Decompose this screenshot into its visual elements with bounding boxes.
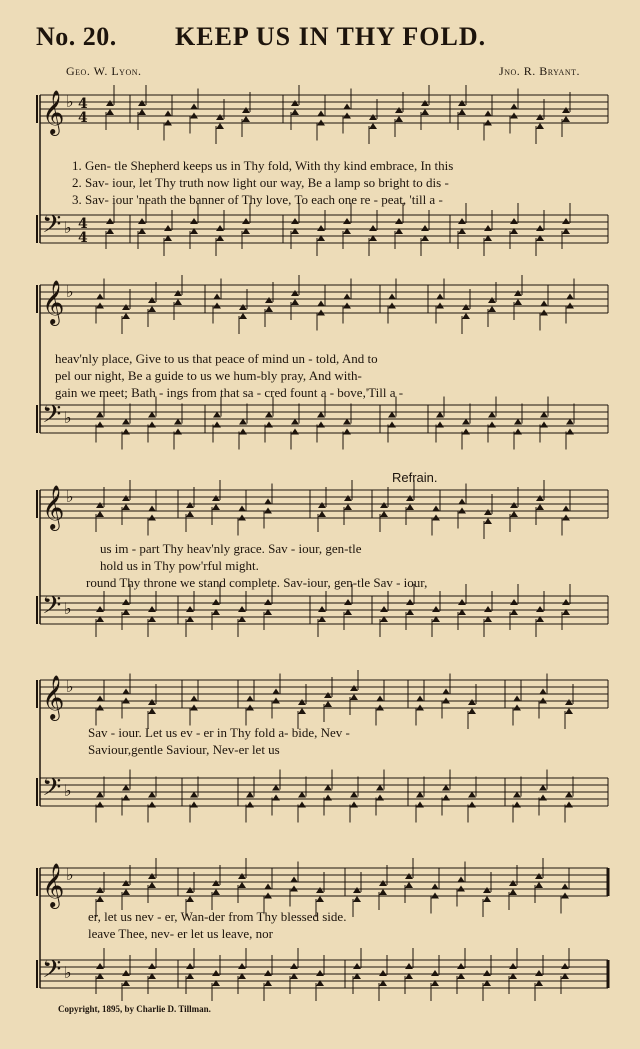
shape-note-head xyxy=(458,100,466,106)
shape-note-head xyxy=(316,896,324,902)
shape-note-head xyxy=(468,699,476,705)
shape-note-head xyxy=(238,873,246,879)
shape-note-head xyxy=(190,802,198,808)
shape-note-head xyxy=(318,502,326,508)
shape-note-head xyxy=(458,599,466,605)
shape-note-head xyxy=(406,504,414,510)
shape-note-head xyxy=(457,877,465,883)
shape-note-head xyxy=(405,963,413,969)
author-credit: Jno. R. Bryant. xyxy=(499,64,580,78)
shape-note-head xyxy=(431,970,439,976)
shape-note-head xyxy=(216,123,224,129)
shape-note-head xyxy=(483,887,491,893)
shape-note-head xyxy=(216,114,224,120)
lyric-line: Sav - iour. Let us ev - er in Thy fold a- bide, Nev - xyxy=(88,725,350,740)
shape-note-head xyxy=(148,506,156,512)
treble-clef: 𝄞 xyxy=(42,675,65,719)
shape-note-head xyxy=(514,290,522,296)
shape-note-head xyxy=(395,116,403,122)
shape-note-head xyxy=(514,299,522,305)
copyright-notice: Copyright, 1895, by Charlie D. Tillman. xyxy=(58,1004,211,1014)
shape-note-head xyxy=(212,880,220,886)
shape-note-head xyxy=(380,502,388,508)
shape-note-head xyxy=(421,109,429,115)
shape-note-head xyxy=(317,301,325,307)
shape-note-head xyxy=(462,429,470,435)
bass-clef: 𝄢 xyxy=(42,400,62,435)
shape-note-head xyxy=(138,218,146,224)
shape-note-head xyxy=(432,606,440,612)
shape-note-head xyxy=(122,795,130,801)
shape-note-head xyxy=(174,290,182,296)
shape-note-head xyxy=(242,218,250,224)
shape-note-head xyxy=(324,701,332,707)
lyric-line: er, let us nev - er, Wan-der from Thy blessed side. xyxy=(88,909,347,924)
shape-note-head xyxy=(536,114,544,120)
shape-note-head xyxy=(462,313,470,319)
shape-note-head xyxy=(213,294,221,300)
shape-note-head xyxy=(380,511,388,517)
shape-note-head xyxy=(488,297,496,303)
hymn-title: KEEP US IN THY FOLD. xyxy=(175,22,487,51)
shape-note-head xyxy=(416,696,424,702)
shape-note-head xyxy=(380,606,388,612)
flat-key-signature: ♭ xyxy=(66,677,74,696)
lyric-line: 2. Sav- iour, let Thy truth now light our way, Be a lamp so bright to dis - xyxy=(72,175,449,190)
shape-note-head xyxy=(343,294,351,300)
shape-note-head xyxy=(406,495,414,501)
shape-note-head xyxy=(190,696,198,702)
time-signature-top: 4 xyxy=(78,216,88,232)
shape-note-head xyxy=(212,504,220,510)
shape-note-head xyxy=(242,116,250,122)
shape-note-head xyxy=(138,109,146,115)
shape-note-head xyxy=(318,606,326,612)
flat-key-signature: ♭ xyxy=(64,408,72,427)
shape-note-head xyxy=(388,294,396,300)
shape-note-head xyxy=(291,290,299,296)
shape-note-head xyxy=(468,708,476,714)
shape-note-head xyxy=(510,104,518,110)
shape-note-head xyxy=(317,111,325,117)
shape-note-head xyxy=(509,880,517,886)
shape-note-head xyxy=(238,882,246,888)
lyric-line: Saviour,gentle Saviour, Nev-er let us xyxy=(88,742,280,757)
bass-clef: 𝄢 xyxy=(42,591,62,626)
shape-note-head xyxy=(509,963,517,969)
shape-note-head xyxy=(291,429,299,435)
lyric-line: 3. Sav- iour 'neath the banner of Thy love, To each one re - peat, 'till a - xyxy=(72,192,443,207)
shape-note-head xyxy=(298,708,306,714)
shape-note-head xyxy=(536,123,544,129)
shape-note-head xyxy=(565,802,573,808)
shape-note-head xyxy=(291,100,299,106)
lyric-line: heav'nly place, Give to us that peace of mind un - told, And to xyxy=(55,351,378,366)
shape-note-head xyxy=(238,963,246,969)
shape-note-head xyxy=(213,422,221,428)
shape-note-head xyxy=(96,606,104,612)
shape-note-head xyxy=(122,889,130,895)
shape-note-head xyxy=(431,884,439,890)
treble-clef: 𝄞 xyxy=(42,280,65,324)
shape-note-head xyxy=(510,218,518,224)
shape-note-head xyxy=(436,422,444,428)
shape-note-head xyxy=(239,304,247,310)
shape-note-head xyxy=(106,100,114,106)
shape-note-head xyxy=(510,502,518,508)
shape-note-head xyxy=(122,970,130,976)
shape-note-head xyxy=(462,304,470,310)
bass-clef: 𝄢 xyxy=(42,955,62,990)
shape-note-head xyxy=(272,689,280,695)
shape-note-head xyxy=(216,225,224,231)
time-signature-bottom: 4 xyxy=(78,110,88,126)
shape-note-head xyxy=(164,225,172,231)
shape-note-head xyxy=(539,689,547,695)
shape-note-head xyxy=(186,502,194,508)
shape-note-head xyxy=(96,294,104,300)
shape-note-head xyxy=(290,877,298,883)
shape-note-head xyxy=(484,225,492,231)
shape-note-head xyxy=(510,511,518,517)
shape-note-head xyxy=(96,511,104,517)
lyric-line: leave Thee, nev- er let us leave, nor xyxy=(88,926,273,941)
shape-note-head xyxy=(484,111,492,117)
shape-note-head xyxy=(96,963,104,969)
shape-note-head xyxy=(122,504,130,510)
shape-note-head xyxy=(343,218,351,224)
shape-note-head xyxy=(540,422,548,428)
shape-note-head xyxy=(264,499,272,505)
shape-note-head xyxy=(96,802,104,808)
flat-key-signature: ♭ xyxy=(66,865,74,884)
shape-note-head xyxy=(174,429,182,435)
shape-note-head xyxy=(395,218,403,224)
shape-note-head xyxy=(148,606,156,612)
shape-note-head xyxy=(416,802,424,808)
shape-note-head xyxy=(122,599,130,605)
shape-note-head xyxy=(317,225,325,231)
shape-note-head xyxy=(488,306,496,312)
shape-note-head xyxy=(565,708,573,714)
shape-note-head xyxy=(148,802,156,808)
shape-note-head xyxy=(540,301,548,307)
shape-note-head xyxy=(148,882,156,888)
shape-note-head xyxy=(324,692,332,698)
shape-note-head xyxy=(484,518,492,524)
shape-note-head xyxy=(536,495,544,501)
treble-clef: 𝄞 xyxy=(42,863,65,907)
shape-note-head xyxy=(106,109,114,115)
shape-note-head xyxy=(536,606,544,612)
shape-note-head xyxy=(379,970,387,976)
shape-note-head xyxy=(350,694,358,700)
shape-note-head xyxy=(562,218,570,224)
shape-note-head xyxy=(488,422,496,428)
shape-note-head xyxy=(484,509,492,515)
shape-note-head xyxy=(298,699,306,705)
shape-note-head xyxy=(432,506,440,512)
lyric-line: hold us in Thy pow'rful might. xyxy=(100,558,259,573)
shape-note-head xyxy=(483,970,491,976)
shape-note-head xyxy=(562,107,570,113)
shape-note-head xyxy=(535,882,543,888)
shape-note-head xyxy=(186,606,194,612)
shape-note-head xyxy=(369,225,377,231)
shape-note-head xyxy=(442,689,450,695)
shape-note-head xyxy=(536,504,544,510)
shape-note-head xyxy=(246,802,254,808)
shape-note-head xyxy=(106,218,114,224)
shape-note-head xyxy=(212,599,220,605)
composer-credit: Geo. W. Lyon. xyxy=(66,64,142,78)
shape-note-head xyxy=(405,873,413,879)
shape-note-head xyxy=(186,887,194,893)
shape-note-head xyxy=(174,299,182,305)
shape-note-head xyxy=(148,963,156,969)
shape-note-head xyxy=(513,802,521,808)
shape-note-head xyxy=(509,889,517,895)
shape-note-head xyxy=(379,889,387,895)
shape-note-head xyxy=(122,313,130,319)
shape-note-head xyxy=(344,599,352,605)
shape-note-head xyxy=(148,699,156,705)
shape-note-head xyxy=(343,429,351,435)
shape-note-head xyxy=(238,606,246,612)
shape-note-head xyxy=(265,306,273,312)
shape-note-head xyxy=(122,495,130,501)
shape-note-head xyxy=(421,100,429,106)
shape-note-head xyxy=(96,502,104,508)
shape-note-head xyxy=(122,880,130,886)
shape-note-head xyxy=(561,963,569,969)
shape-note-head xyxy=(264,970,272,976)
shape-note-head xyxy=(148,306,156,312)
shape-note-head xyxy=(343,104,351,110)
shape-note-head xyxy=(369,114,377,120)
lyric-line: 1. Gen- tle Shepherd keeps us in Thy fold, With thy kind embrace, In this xyxy=(72,158,454,173)
shape-note-head xyxy=(457,963,465,969)
shape-note-head xyxy=(562,599,570,605)
lyric-line: us im - part Thy heav'nly grace. Sav - iour, gen-tle xyxy=(100,541,362,556)
shape-note-head xyxy=(96,896,104,902)
flat-key-signature: ♭ xyxy=(66,92,74,111)
shape-note-head xyxy=(122,304,130,310)
shape-note-head xyxy=(96,696,104,702)
lyric-line: gain we meet; Bath - ings from that sa - cred fount a - bove,'Till a - xyxy=(55,385,404,400)
shape-note-head xyxy=(318,511,326,517)
shape-note-head xyxy=(376,696,384,702)
shape-note-head xyxy=(316,887,324,893)
shape-note-head xyxy=(510,599,518,605)
flat-key-signature: ♭ xyxy=(66,487,74,506)
shape-note-head xyxy=(186,896,194,902)
shape-note-head xyxy=(190,218,198,224)
shape-note-head xyxy=(291,299,299,305)
shape-note-head xyxy=(539,795,547,801)
flat-key-signature: ♭ xyxy=(64,781,72,800)
shape-note-head xyxy=(186,963,194,969)
shape-note-head xyxy=(535,873,543,879)
time-signature-bottom: 4 xyxy=(78,230,88,246)
refrain-label: Refrain. xyxy=(392,470,438,485)
shape-note-head xyxy=(122,429,130,435)
shape-note-head xyxy=(291,218,299,224)
shape-note-head xyxy=(291,109,299,115)
shape-note-head xyxy=(395,107,403,113)
shape-note-head xyxy=(458,109,466,115)
shape-note-head xyxy=(316,970,324,976)
shape-note-head xyxy=(190,104,198,110)
shape-note-head xyxy=(239,429,247,435)
shape-note-head xyxy=(148,873,156,879)
shape-note-head xyxy=(138,100,146,106)
bass-clef: 𝄢 xyxy=(42,773,62,808)
shape-note-head xyxy=(96,422,104,428)
shape-note-head xyxy=(562,116,570,122)
shape-note-head xyxy=(442,795,450,801)
shape-note-head xyxy=(421,225,429,231)
shape-note-head xyxy=(324,795,332,801)
flat-key-signature: ♭ xyxy=(66,282,74,301)
shape-note-head xyxy=(265,422,273,428)
shape-note-head xyxy=(148,422,156,428)
shape-note-head xyxy=(562,506,570,512)
shape-note-head xyxy=(458,499,466,505)
shape-note-head xyxy=(264,599,272,605)
shape-note-head xyxy=(164,111,172,117)
shape-note-head xyxy=(290,963,298,969)
shape-note-head xyxy=(514,429,522,435)
shape-note-head xyxy=(148,708,156,714)
bass-clef: 𝄢 xyxy=(42,210,62,245)
shape-note-head xyxy=(238,506,246,512)
shape-note-head xyxy=(212,970,220,976)
shape-note-head xyxy=(379,880,387,886)
shape-note-head xyxy=(298,802,306,808)
flat-key-signature: ♭ xyxy=(64,218,72,237)
flat-key-signature: ♭ xyxy=(64,599,72,618)
shape-note-head xyxy=(561,884,569,890)
treble-clef: 𝄞 xyxy=(42,485,65,529)
shape-note-head xyxy=(212,495,220,501)
shape-note-head xyxy=(513,696,521,702)
treble-clef: 𝄞 xyxy=(42,90,65,134)
shape-note-head xyxy=(344,504,352,510)
shape-note-head xyxy=(246,696,254,702)
shape-note-head xyxy=(186,511,194,517)
hymn-number: No. 20. xyxy=(36,22,117,51)
shape-note-head xyxy=(405,882,413,888)
shape-note-head xyxy=(242,107,250,113)
shape-note-head xyxy=(148,297,156,303)
shape-note-head xyxy=(96,887,104,893)
shape-note-head xyxy=(406,599,414,605)
shape-note-head xyxy=(369,123,377,129)
shape-note-head xyxy=(353,887,361,893)
shape-note-head xyxy=(468,802,476,808)
shape-note-head xyxy=(436,294,444,300)
shape-note-head xyxy=(264,884,272,890)
shape-note-head xyxy=(350,685,358,691)
shape-note-head xyxy=(565,699,573,705)
shape-note-head xyxy=(566,294,574,300)
shape-note-head xyxy=(212,889,220,895)
flat-key-signature: ♭ xyxy=(64,963,72,982)
shape-note-head xyxy=(122,689,130,695)
shape-note-head xyxy=(566,429,574,435)
shape-note-head xyxy=(388,422,396,428)
lyric-line: round Thy throne we stand complete. Sav-iour, gen-tle Sav - iour, xyxy=(86,575,428,590)
shape-note-head xyxy=(483,896,491,902)
shape-note-head xyxy=(535,970,543,976)
shape-note-head xyxy=(484,606,492,612)
shape-note-head xyxy=(265,297,273,303)
shape-note-head xyxy=(376,795,384,801)
shape-note-head xyxy=(350,802,358,808)
shape-note-head xyxy=(458,218,466,224)
shape-note-head xyxy=(344,495,352,501)
shape-note-head xyxy=(353,896,361,902)
time-signature-top: 4 xyxy=(78,96,88,112)
shape-note-head xyxy=(239,313,247,319)
shape-note-head xyxy=(272,795,280,801)
shape-note-head xyxy=(536,225,544,231)
shape-note-head xyxy=(353,963,361,969)
lyric-line: pel our night, Be a guide to us we hum-bly pray, And with- xyxy=(55,368,362,383)
shape-note-head xyxy=(317,422,325,428)
